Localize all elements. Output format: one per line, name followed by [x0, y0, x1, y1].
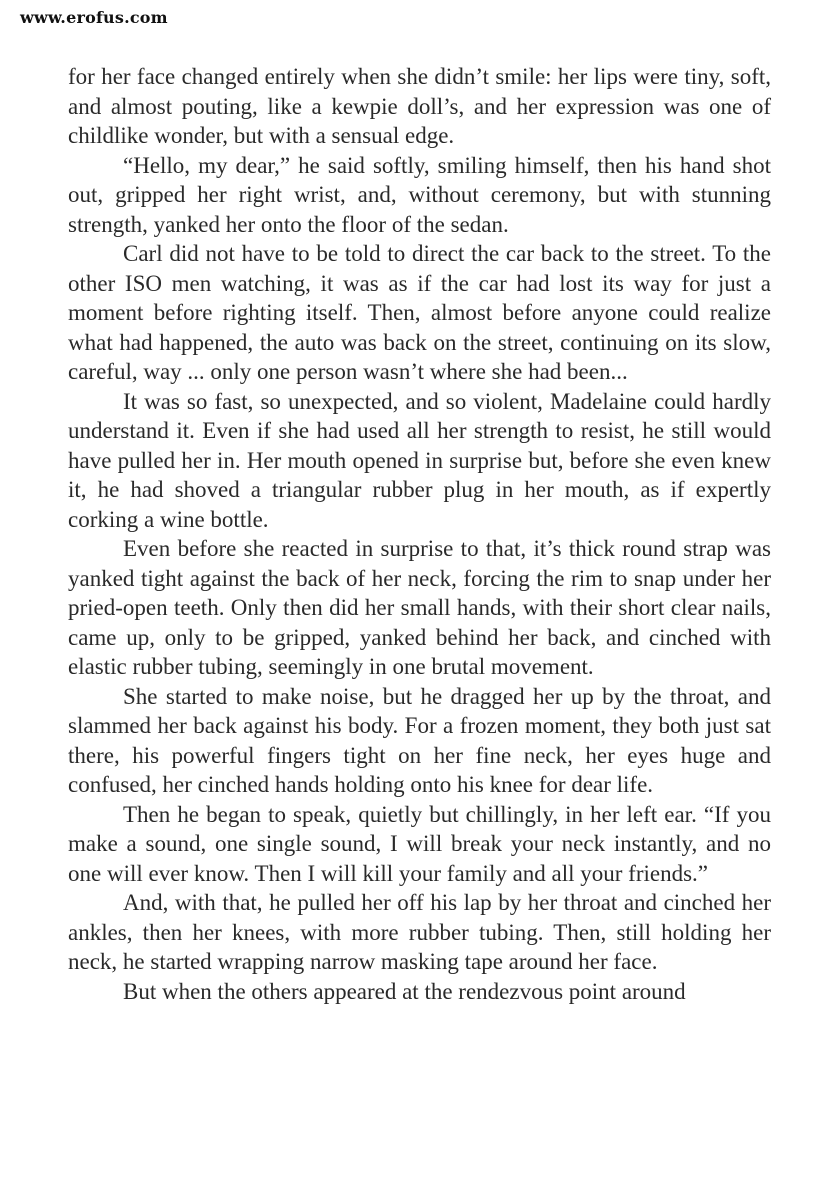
paragraph: Even before she reacted in surprise to that, it’s thick round strap was yanked tight against the back of her neck, forcing the rim to snap under her pried-open teeth. Only then did her small hands, with their short clear nails, came up, only to be gripped, yanked behind her back, and cinched with elastic rubber tubing, seemingly in one brutal movement.	[68, 536, 771, 679]
paragraph: But when the others appeared at the rendezvous point around	[123, 978, 686, 1004]
watermark-text: www.erofus.com	[20, 8, 168, 27]
paragraph: for her face changed entirely when she didn’t smile: her lips were tiny, soft, and almost pouting, like a kewpie doll’s, and her expression was one of childlike wonder, but with a sensual edge.	[68, 64, 771, 148]
paragraph: “Hello, my dear,” he said softly, smiling himself, then his hand shot out, gripped her right wrist, and, without ceremony, but with stunning strength, yanked her onto the floor of the sedan.	[68, 152, 771, 237]
paragraph: And, with that, he pulled her off his lap by her throat and cinched her ankles, then her knees, with more rubber tubing. Then, still holding her neck, he started wrapping narrow masking tape around her face.	[68, 890, 771, 974]
paragraph: It was so fast, so unexpected, and so violent, Madelaine could hardly understand it. Even if she had used all her strength to resist, he still would have pulled her in. Her mouth opened in surprise but, before she even knew it, he had shoved a triangular rubber plug in her mouth, as if expertly corking a wine bottle.	[68, 388, 771, 532]
document-body	[68, 62, 771, 1006]
paragraph: Then he began to speak, quietly but chillingly, in her left ear. “If you make a sound, one single sound, I will break your neck instantly, and no one will ever know. Then I will kill your family and all your friends.”	[68, 801, 771, 886]
watermark-banner	[0, 0, 190, 34]
paragraph: She started to make noise, but he dragged her up by the throat, and slammed her back against his body. For a frozen moment, they both just sat there, his powerful fingers tight on her fine neck, her eyes huge and confused, her cinched hands holding onto his knee for dear life.	[68, 683, 771, 797]
paragraph: Carl did not have to be told to direct the car back to the street. To the other ISO men watching, it was as if the car had lost its way for just a moment before righting itself. Then, almost before anyone could realize what had happened, the auto was back on the street, continuing on its slow, careful, way ... only one person wasn’t where she had been...	[68, 241, 771, 384]
